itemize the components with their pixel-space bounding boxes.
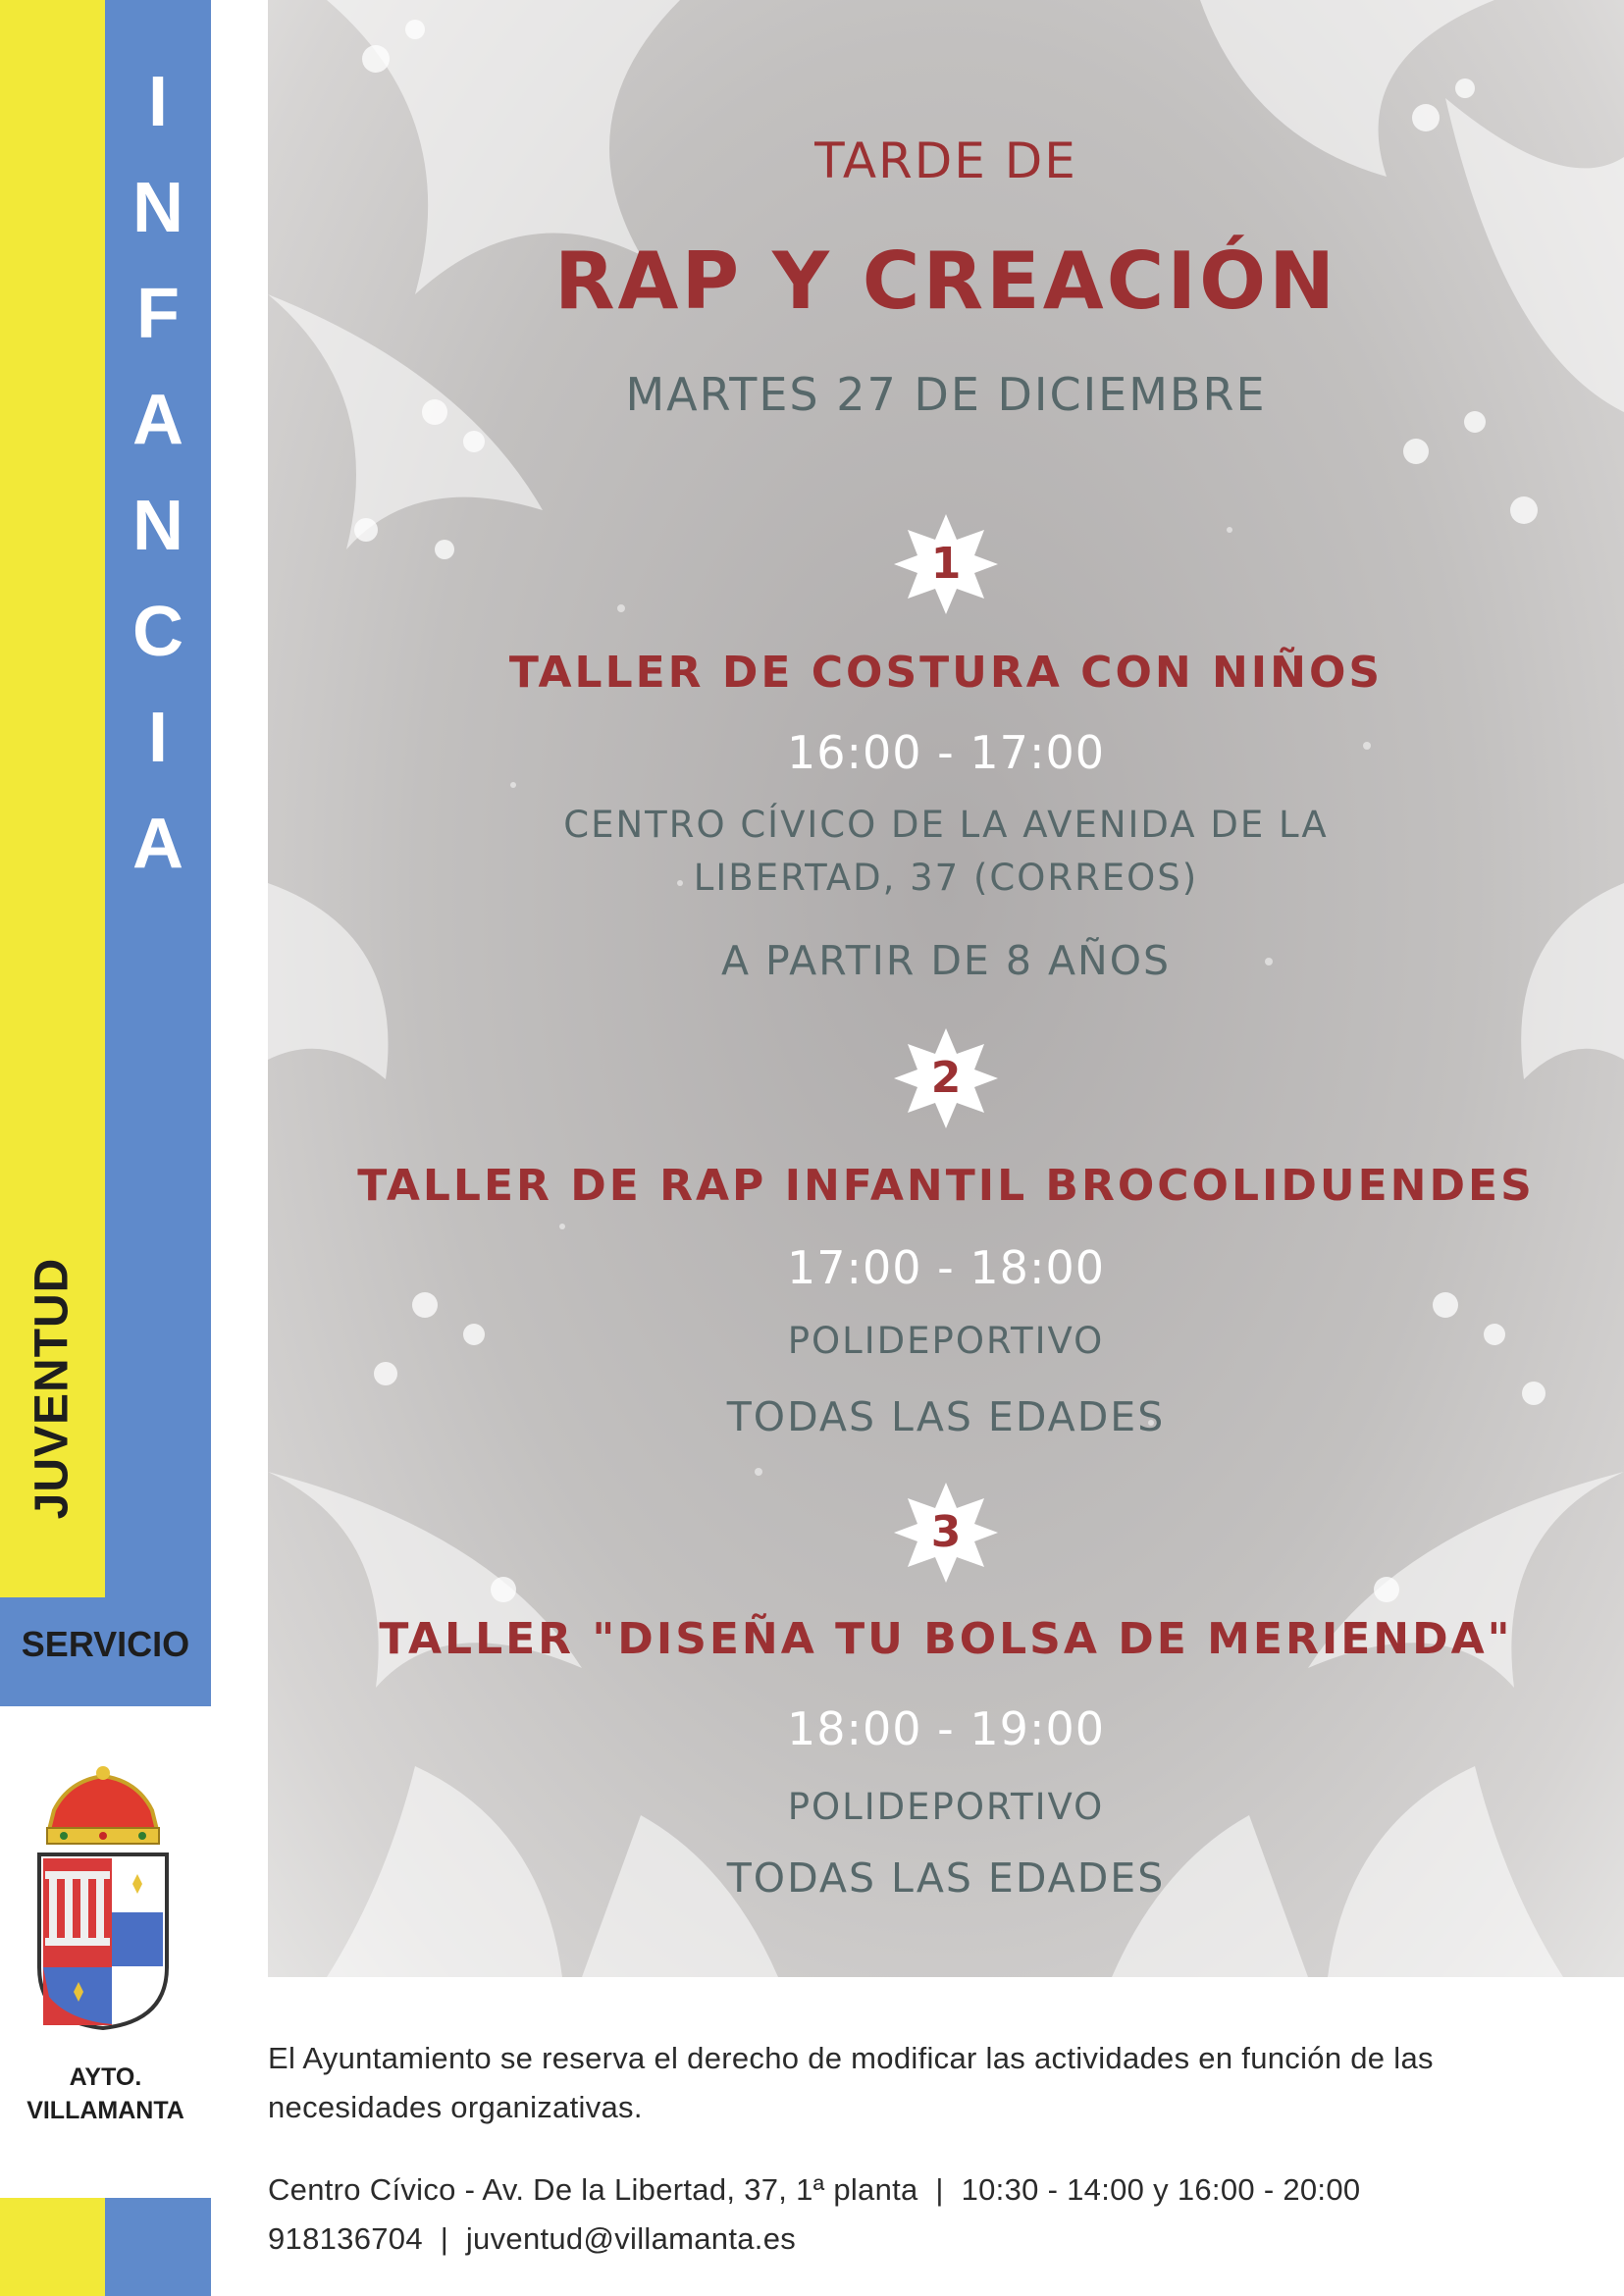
disclaimer-line: El Ayuntamiento se reserva el derecho de modificar las actividades en función de las bbox=[268, 2041, 1434, 2075]
workshop-age: TODAS LAS EDADES bbox=[726, 1854, 1166, 1902]
infancia-letter: A bbox=[132, 805, 183, 883]
sidebar-blue-band-bottom bbox=[105, 2198, 211, 2296]
workshop-time: 16:00 - 17:00 bbox=[787, 726, 1105, 779]
contact-phone-email: 918136704 | juventud@villamanta.es bbox=[268, 2221, 797, 2256]
workshop-number: 3 bbox=[930, 1507, 962, 1557]
workshop-number: 2 bbox=[930, 1053, 962, 1103]
workshop-time: 17:00 - 18:00 bbox=[787, 1241, 1105, 1294]
sidebar-yellow-band-bottom bbox=[0, 2198, 105, 2296]
infancia-letter: I bbox=[147, 63, 168, 141]
workshop-title: TALLER DE RAP INFANTIL BROCOLIDUENDES bbox=[357, 1161, 1535, 1211]
infancia-letter: F bbox=[136, 275, 180, 353]
event-poster bbox=[268, 0, 1624, 1977]
ayto-line: AYTO. bbox=[69, 2063, 142, 2091]
poster-title: RAP Y CREACIÓN bbox=[553, 235, 1338, 327]
workshop-number-badge bbox=[892, 510, 1000, 618]
infancia-letter: I bbox=[147, 699, 168, 777]
juventud-label: JUVENTUD bbox=[26, 1257, 79, 1520]
infancia-vertical-title bbox=[105, 49, 211, 897]
contact-info bbox=[268, 2166, 1602, 2264]
workshop-number-badge bbox=[892, 1479, 1000, 1587]
workshop-age: TODAS LAS EDADES bbox=[726, 1393, 1166, 1440]
contact-address-hours: Centro Cívico - Av. De la Libertad, 37, 1ª planta | 10:30 - 14:00 y 16:00 - 20:00 bbox=[268, 2172, 1361, 2207]
workshop-number: 1 bbox=[930, 539, 962, 589]
ayuntamiento-label bbox=[0, 2061, 211, 2127]
infancia-letter: C bbox=[132, 593, 183, 671]
infancia-letter: A bbox=[132, 381, 183, 459]
workshop-title: TALLER "DISEÑA TU BOLSA DE MERIENDA" bbox=[379, 1614, 1513, 1664]
coat-of-arms-icon bbox=[29, 1761, 177, 2036]
workshop-location: POLIDEPORTIVO bbox=[787, 1786, 1105, 1828]
disclaimer-line: necesidades organizativas. bbox=[268, 2090, 643, 2124]
workshop-age: A PARTIR DE 8 AÑOS bbox=[720, 937, 1172, 984]
ayto-line: VILLAMANTA bbox=[26, 2097, 184, 2124]
workshop-location: LIBERTAD, 37 (CORREOS) bbox=[693, 857, 1199, 899]
infancia-letter: N bbox=[132, 487, 183, 565]
disclaimer-text bbox=[268, 2034, 1602, 2132]
workshop-title: TALLER DE COSTURA CON NIÑOS bbox=[508, 648, 1384, 698]
infancia-letter: N bbox=[132, 169, 183, 247]
workshop-location: POLIDEPORTIVO bbox=[787, 1320, 1105, 1362]
workshop-number-badge bbox=[892, 1024, 1000, 1132]
poster-pretitle: TARDE DE bbox=[814, 132, 1077, 189]
workshop-time: 18:00 - 19:00 bbox=[787, 1702, 1105, 1755]
event-date: MARTES 27 DE DICIEMBRE bbox=[625, 368, 1267, 421]
servicio-label: SERVICIO bbox=[21, 1624, 190, 1664]
workshop-location: CENTRO CÍVICO DE LA AVENIDA DE LA bbox=[563, 804, 1329, 846]
